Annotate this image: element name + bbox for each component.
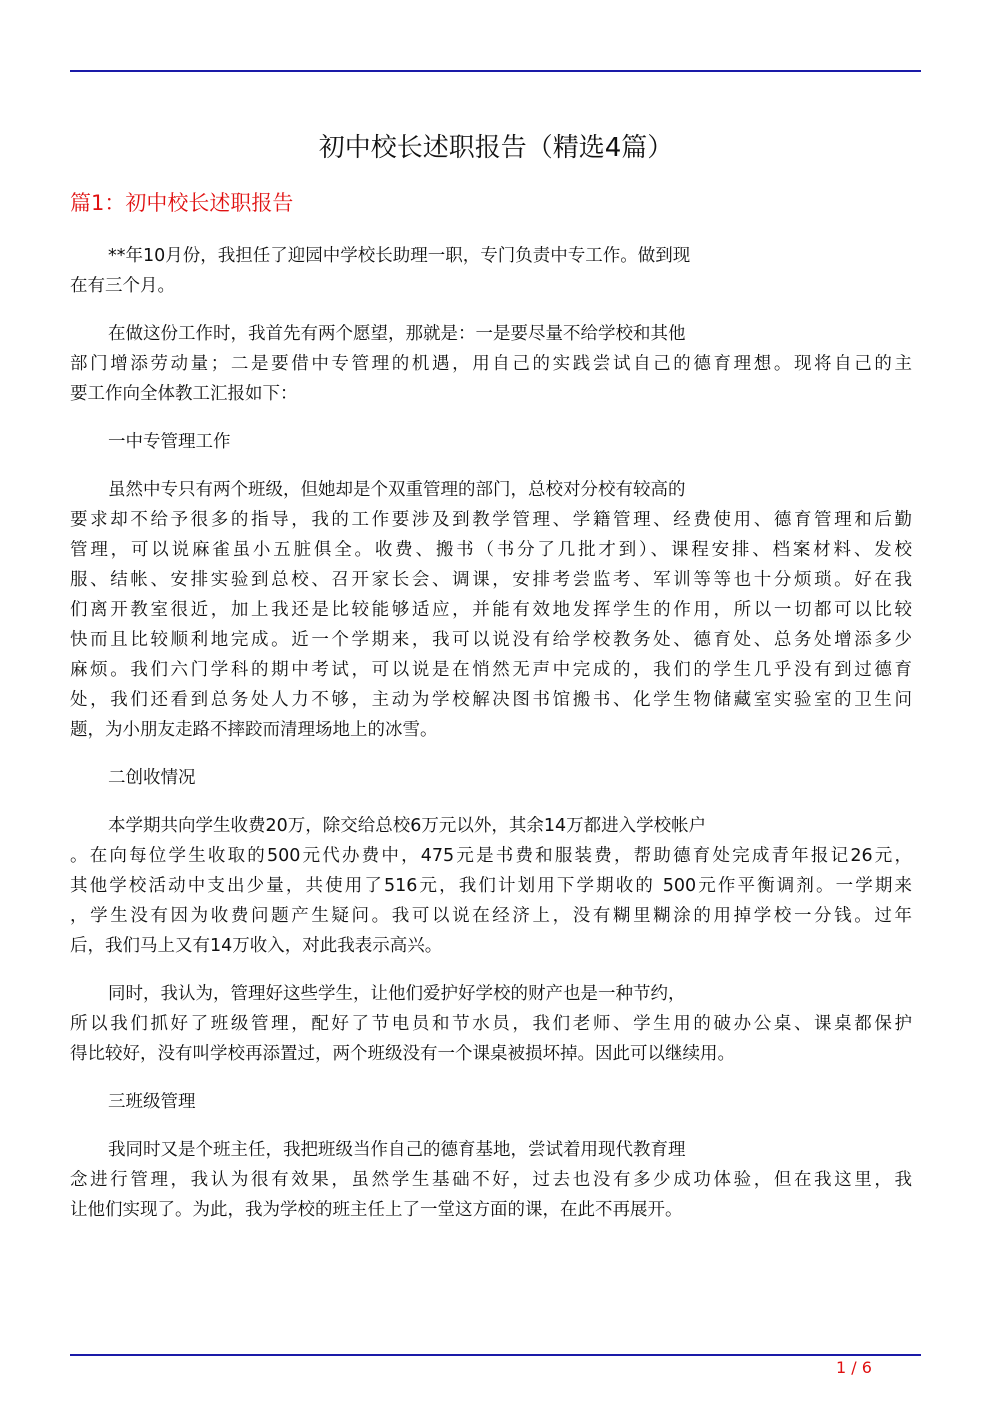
paragraph	[70, 1135, 912, 1225]
text-line: 其他学校活动中支出少量，共使用了516元，我们计划用下学期收的 500元作平衡调剂。一学期来	[70, 876, 912, 896]
text-line: 们离开教室很近，加上我还是比较能够适应，并能有效地发挥学生的作用，所以一切都可以比较	[70, 600, 912, 620]
section-heading: 篇1：初中校长述职报告	[70, 191, 294, 215]
text-line: 部门增添劳动量；二是要借中专管理的机遇，用自己的实践尝试自己的德育理想。现将自己的主	[70, 354, 912, 374]
text-line: 在做这份工作时，我首先有两个愿望，那就是：一是要尽量不给学校和其他	[108, 324, 686, 344]
text-line: 处，我们还看到总务处人力不够，主动为学校解决图书馆搬书、化学生物储藏室实验室的卫生问	[70, 690, 912, 710]
text-line: **年10月份，我担任了迎园中学校长助理一职，专门负责中专工作。做到现	[108, 246, 691, 266]
text-line: 二创收情况	[108, 768, 196, 788]
footer-rule	[70, 1354, 921, 1356]
paragraph	[70, 475, 912, 745]
text-line: 虽然中专只有两个班级，但她却是个双重管理的部门，总校对分校有较高的	[108, 480, 686, 500]
paragraph	[70, 319, 912, 409]
text-line: 在有三个月。	[70, 276, 175, 296]
paragraph	[70, 1087, 912, 1117]
text-line: 。在向每位学生收取的500元代办费中，475元是书费和服装费，帮助德育处完成青年报记26元，	[70, 846, 912, 866]
text-line: 一中专管理工作	[108, 432, 231, 452]
text-line: 题，为小朋友走路不摔跤而清理场地上的冰雪。	[70, 720, 438, 740]
paragraph	[70, 811, 912, 961]
text-line: 快而且比较顺利地完成。近一个学期来，我可以说没有给学校教务处、德育处、总务处增添多少	[70, 630, 912, 650]
document-title: 初中校长述职报告（精选4篇）	[318, 133, 674, 163]
text-line: 后，我们马上又有14万收入，对此我表示高兴。	[70, 936, 443, 956]
text-line: 本学期共向学生收费20万，除交给总校6万元以外，其余14万都进入学校帐户	[108, 816, 707, 836]
text-line: 让他们实现了。为此，我为学校的班主任上了一堂这方面的课，在此不再展开。	[70, 1200, 683, 1220]
text-line: 所以我们抓好了班级管理，配好了节电员和节水员，我们老师、学生用的破办公桌、课桌都保护	[70, 1014, 912, 1034]
paragraph	[70, 241, 912, 301]
text-line: 要工作向全体教工汇报如下：	[70, 384, 298, 404]
header-rule	[70, 70, 921, 72]
text-line: 得比较好，没有叫学校再添置过，两个班级没有一个课桌被损坏掉。因此可以继续用。	[70, 1044, 735, 1064]
text-line: 三班级管理	[108, 1092, 196, 1112]
text-line: 麻烦。我们六门学科的期中考试，可以说是在悄然无声中完成的，我们的学生几乎没有到过德育	[70, 660, 912, 680]
text-line: ，学生没有因为收费问题产生疑问。我可以说在经济上，没有糊里糊涂的用掉学校一分钱。过年	[70, 906, 912, 926]
paragraph	[70, 427, 912, 457]
text-line: 要求却不给予很多的指导，我的工作要涉及到教学管理、学籍管理、经费使用、德育管理和后勤	[70, 510, 912, 530]
text-line: 念进行管理，我认为很有效果，虽然学生基础不好，过去也没有多少成功体验，但在我这里，我	[70, 1170, 912, 1190]
paragraph	[70, 763, 912, 793]
document-body	[70, 241, 912, 1243]
paragraph	[70, 979, 912, 1069]
text-line: 服、结帐、安排实验到总校、召开家长会、调课，安排考尝监考、军训等等也十分烦琐。好在我	[70, 570, 912, 590]
text-line: 我同时又是个班主任，我把班级当作自己的德育基地，尝试着用现代教育理	[108, 1140, 686, 1160]
page-number: 1 / 6	[836, 1358, 872, 1377]
text-line: 同时，我认为，管理好这些学生，让他们爱护好学校的财产也是一种节约，	[108, 984, 686, 1004]
text-line: 管理，可以说麻雀虽小五脏俱全。收费、搬书（书分了几批才到）、课程安排、档案材料、发校	[70, 540, 912, 560]
